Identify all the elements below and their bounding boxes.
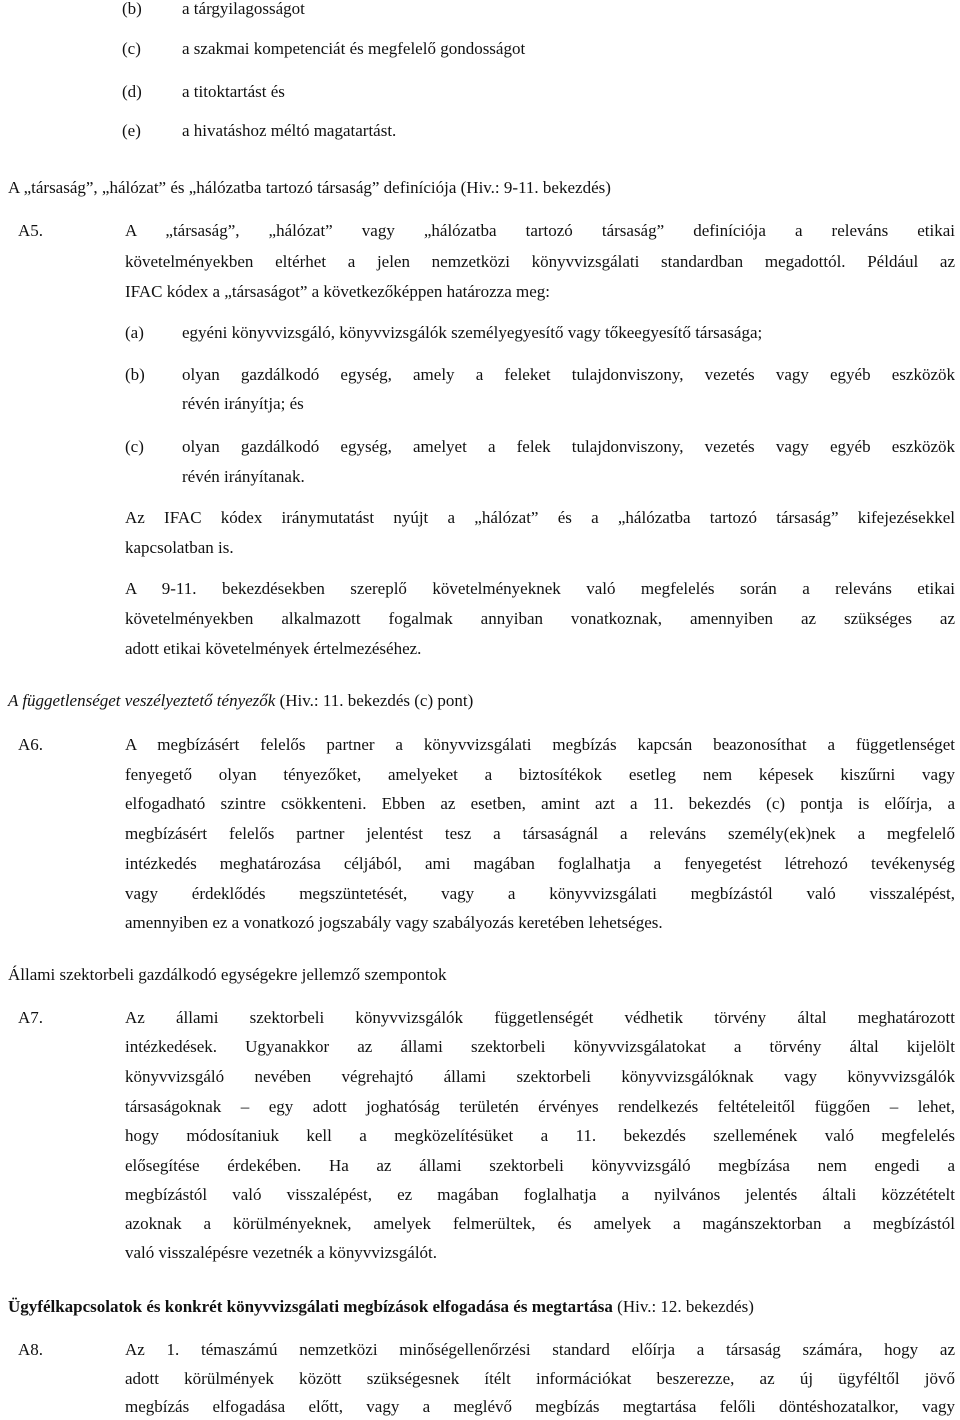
paragraph-line: megbízástól való visszalépést, ez magában foglalhatja a nyilvános jelentés általi közzétételt	[125, 1185, 955, 1204]
list-label: (a)	[125, 323, 144, 342]
paragraph-line: Az 1. témaszámú nemzetközi minőségellenőrzési standard előírja a társaság számára, hogy az	[125, 1340, 955, 1359]
paragraph-line: kapcsolatban is.	[125, 538, 234, 557]
list-text: a titoktartást és	[182, 82, 285, 101]
paragraph-line: adott körülmények között szükségesnek ítélt információkat beszerezze, az új ügyféltől jövő	[125, 1369, 955, 1388]
paragraph-line: Az állami szektorbeli könyvvizsgálók függetlenségét védhetik törvény által meghatározott	[125, 1008, 955, 1027]
paragraph-line: elősegítése érdekében. Ha az állami szektorbeli könyvvizsgáló megbízása nem engedi a	[125, 1156, 955, 1175]
paragraph-number: A6.	[18, 735, 44, 754]
paragraph-line: vagy érdeklődés megszüntetését, vagy a könyvvizsgálati megbízástól való visszalépést,	[125, 884, 955, 903]
section-heading: Állami szektorbeli gazdálkodó egységekre jellemző szempontok	[8, 965, 447, 984]
list-label: (e)	[122, 121, 141, 140]
list-text: olyan gazdálkodó egység, amelyet a felek tulajdonviszony, vezetés vagy egyéb eszközök	[182, 437, 955, 456]
paragraph-line: intézkedés meghatározása céljából, ami magában foglalhatja a fenyegetést létrehozó tevékenység	[125, 854, 955, 873]
paragraph-line: amennyiben ez a vonatkozó jogszabály vagy szabályozás keretében lehetséges.	[125, 913, 663, 932]
heading-reference: (Hiv.: 12. bekezdés)	[612, 1297, 754, 1316]
paragraph-line: követelményekben alkalmazott fogalmak annyiban vonatkoznak, amennyiben az szükséges az	[125, 609, 955, 628]
section-heading: A „társaság”, „hálózat” és „hálózatba tartozó társaság” definíciója (Hiv.: 9-11. bekezdés)	[8, 178, 611, 197]
paragraph-line: A megbízásért felelős partner a könyvvizsgálati megbízás kapcsán beazonosíthat a függetlenséget	[125, 735, 955, 754]
heading-italic: A függetlenséget veszélyeztető tényezők	[8, 691, 276, 710]
paragraph-line: A 9-11. bekezdésekben szereplő követelményeknek való megfelelés során a releváns etikai	[125, 579, 955, 598]
heading-reference: (Hiv.: 11. bekezdés (c) pont)	[275, 691, 474, 710]
list-label: (c)	[125, 437, 144, 456]
list-text: a szakmai kompetenciát és megfelelő gondosságot	[182, 39, 526, 58]
list-label: (b)	[125, 365, 145, 384]
paragraph-line: megbízás elfogadása előtt, vagy a meglévő megbízás megtartása felőli döntéshozatalkor, vagy	[125, 1397, 955, 1416]
list-text: a tárgyilagosságot	[182, 0, 305, 18]
list-text: egyéni könyvvizsgáló, könyvvizsgálók személyegyesítő vagy tőkeegyesítő társasága;	[182, 323, 763, 342]
paragraph-line: hogy módosítaniuk kell a megközelítésüket a 11. bekezdés szellemének való megfelelés	[125, 1126, 955, 1145]
paragraph-number: A5.	[18, 221, 44, 240]
list-label: (c)	[122, 39, 141, 58]
paragraph-line: könyvvizsgáló nevében végrehajtó állami szektorbeli könyvvizsgálóknak vagy könyvvizsgálók	[125, 1067, 955, 1086]
paragraph-number: A8.	[18, 1340, 44, 1359]
list-text: a hivatáshoz méltó magatartást.	[182, 121, 397, 140]
paragraph-line: IFAC kódex a „társaságot” a következőképpen határozza meg:	[125, 282, 550, 301]
paragraph-line: adott etikai követelmények értelmezéséhez.	[125, 639, 422, 658]
list-text: révén irányítja; és	[182, 394, 304, 413]
paragraph-line: A „társaság”, „hálózat” vagy „hálózatba tartozó társaság” definíciója a releváns etikai	[125, 221, 955, 240]
heading-bold: Ügyfélkapcsolatok és konkrét könyvvizsgálati megbízások elfogadása és megtartása	[8, 1297, 613, 1316]
paragraph-line: társaságoknak – egy adott joghatóság területén érvényes rendelkezés feltételeitől függően – lehet,	[125, 1097, 955, 1116]
section-heading	[8, 1296, 754, 1318]
paragraph-line: Az IFAC kódex iránymutatást nyújt a „hálózat” és a „hálózatba tartozó társaság” kifejezésekkel	[125, 508, 955, 527]
paragraph-line: elfogadható szintre csökkenteni. Ebben az esetben, amint azt a 11. bekezdés (c) pontja is előírja, a	[125, 794, 955, 813]
paragraph-line: azoknak a körülményeknek, amelyek felmerültek, és amelyek a magánszektorban a megbízástól	[125, 1214, 955, 1233]
paragraph-line: megbízásért felelős partner jelentést tesz a társaságnál a releváns személy(ek)nek a megfelelő	[125, 824, 955, 843]
paragraph-line: követelményekben eltérhet a jelen nemzetközi könyvvizsgálati standardban megadottól. Például az	[125, 252, 955, 271]
list-label: (b)	[122, 0, 142, 18]
list-label: (d)	[122, 82, 142, 101]
paragraph-number: A7.	[18, 1008, 44, 1027]
paragraph-line: fenyegető olyan tényezőket, amelyeket a biztosítékok esetleg nem képesek kiszűrni vagy	[125, 765, 955, 784]
list-text: révén irányítanak.	[182, 467, 305, 486]
paragraph-line: való visszalépésre vezetnék a könyvvizsgálót.	[125, 1243, 438, 1262]
section-heading	[8, 690, 473, 712]
list-text: olyan gazdálkodó egység, amely a feleket tulajdonviszony, vezetés vagy egyéb eszközök	[182, 365, 955, 384]
paragraph-line: intézkedések. Ugyanakkor az állami szektorbeli könyvvizsgálatokat a törvény által kijelölt	[125, 1037, 955, 1056]
